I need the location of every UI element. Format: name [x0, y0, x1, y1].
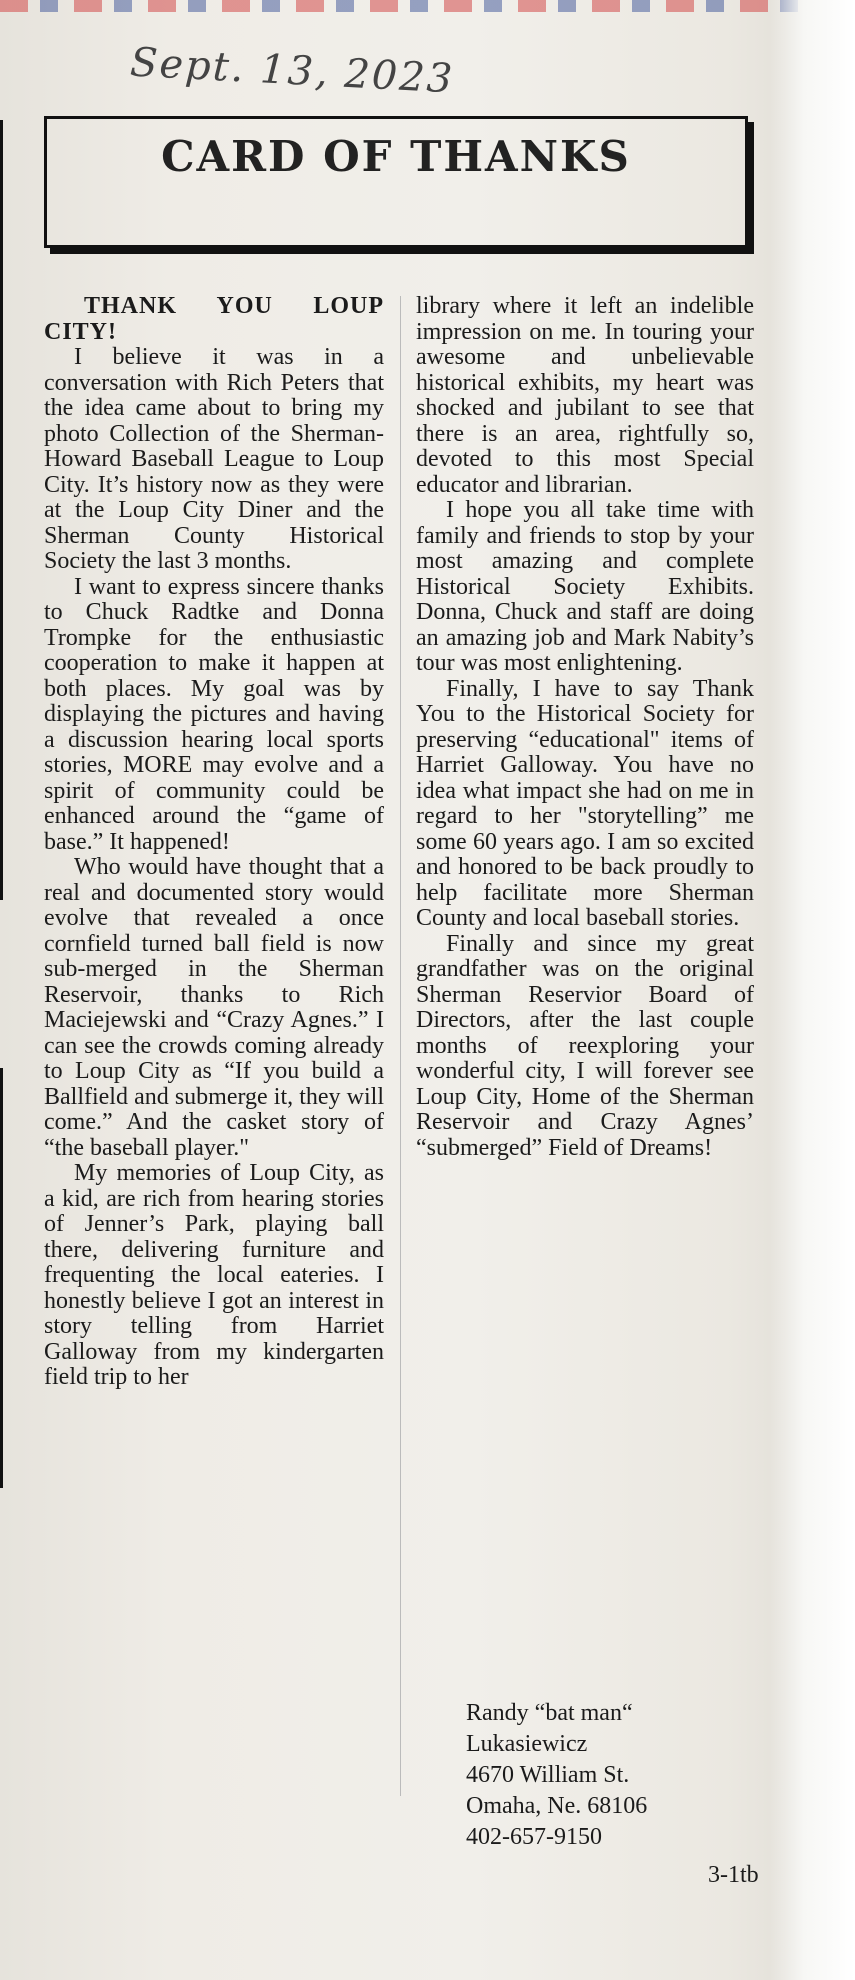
previous-ad-strip	[0, 0, 855, 12]
paragraph: Who would have thought that a real and documented story would evolve that revealed a once cornfield turned ball field is now sub-merged in the Sherman Reservoir, thanks to Rich Maciejewski and “Crazy Agnes.” I can see the crowds coming already to Loup City as “If you build a Ballfield and submerge it, they will come.” And the casket story of “the baseball player."	[44, 854, 384, 1161]
paragraph: Finally and since my great grandfather was on the original Sherman Reservior Board of Directors, after the last couple months of reexploring your wonderful city, I will forever see Loup City, Home of the Sherman Reservoir and Crazy Agnes’ “submerged” Field of Dreams!	[416, 930, 754, 1161]
signature-block	[466, 1698, 647, 1853]
paragraph: I want to express sincere thanks to Chuck Radtke and Donna Trompke for the enthusiastic cooperation to make it happen at both places. My goal was by displaying the pictures and having a discussion hearing local sports stories, MORE may evolve and a spirit of community could be enhanced around the “game of base.” It happened!	[44, 573, 384, 855]
column-divider	[400, 296, 401, 1796]
signature-phone: 402-657-9150	[466, 1824, 602, 1850]
page-edge	[770, 0, 855, 1980]
handwritten-date: Sept. 13, 2023	[129, 39, 456, 103]
signature-city: Omaha, Ne. 68106	[466, 1793, 648, 1819]
paragraph: I believe it was in a conversation with Rich Peters that the idea came about to bring my photo Collection of the Sherman-Howard Baseball League to Loup City. It’s history now as they were at the Loup City Diner and the Sherman County Historical Society the last 3 months.	[44, 344, 384, 574]
column-rule	[0, 1068, 3, 1488]
left-column	[44, 294, 384, 1391]
paragraph: Finally, I have to say Thank You to the Historical Society for preserving “educational" items of Harriet Galloway. You have no idea what impact she had on me in regard to her "storytelling” me some 60 years ago. I am so excited and honored to be back proudly to help facilitate more Sherman County and local baseball stories.	[416, 675, 754, 931]
greeting-heading: THANK YOU LOUP CITY!	[44, 293, 384, 345]
paragraph: I hope you all take time with family and friends to stop by your most amazing and complete Historical Society Exhibits. Donna, Chuck and staff are doing an amazing job and Mark Nabity’s tour was most enlightening.	[416, 497, 754, 676]
signature-name: Randy “bat man“	[466, 1700, 633, 1726]
signature-surname: Lukasiewicz	[466, 1731, 588, 1757]
paragraph: My memories of Loup City, as a kid, are rich from hearing stories of Jenner’s Park, playing ball there, delivering furniture and frequenting the local eateries. I honestly believe I got an interest in story telling from Harriet Galloway from my kindergarten field trip to her	[44, 1160, 384, 1390]
column-rule	[0, 120, 3, 900]
paragraph: library where it left an indelible impression on me. In touring your awesome and unbelievable historical exhibits, my heart was shocked and jubilant to see that there is an area, rightfully so, devoted to this most Special educator and librarian.	[416, 293, 754, 498]
title-box	[44, 116, 748, 248]
right-column	[416, 294, 754, 1161]
ad-code: 3-1tb	[708, 1862, 759, 1888]
notice-title: CARD OF THANKS	[161, 132, 631, 181]
signature-street: 4670 William St.	[466, 1762, 630, 1788]
